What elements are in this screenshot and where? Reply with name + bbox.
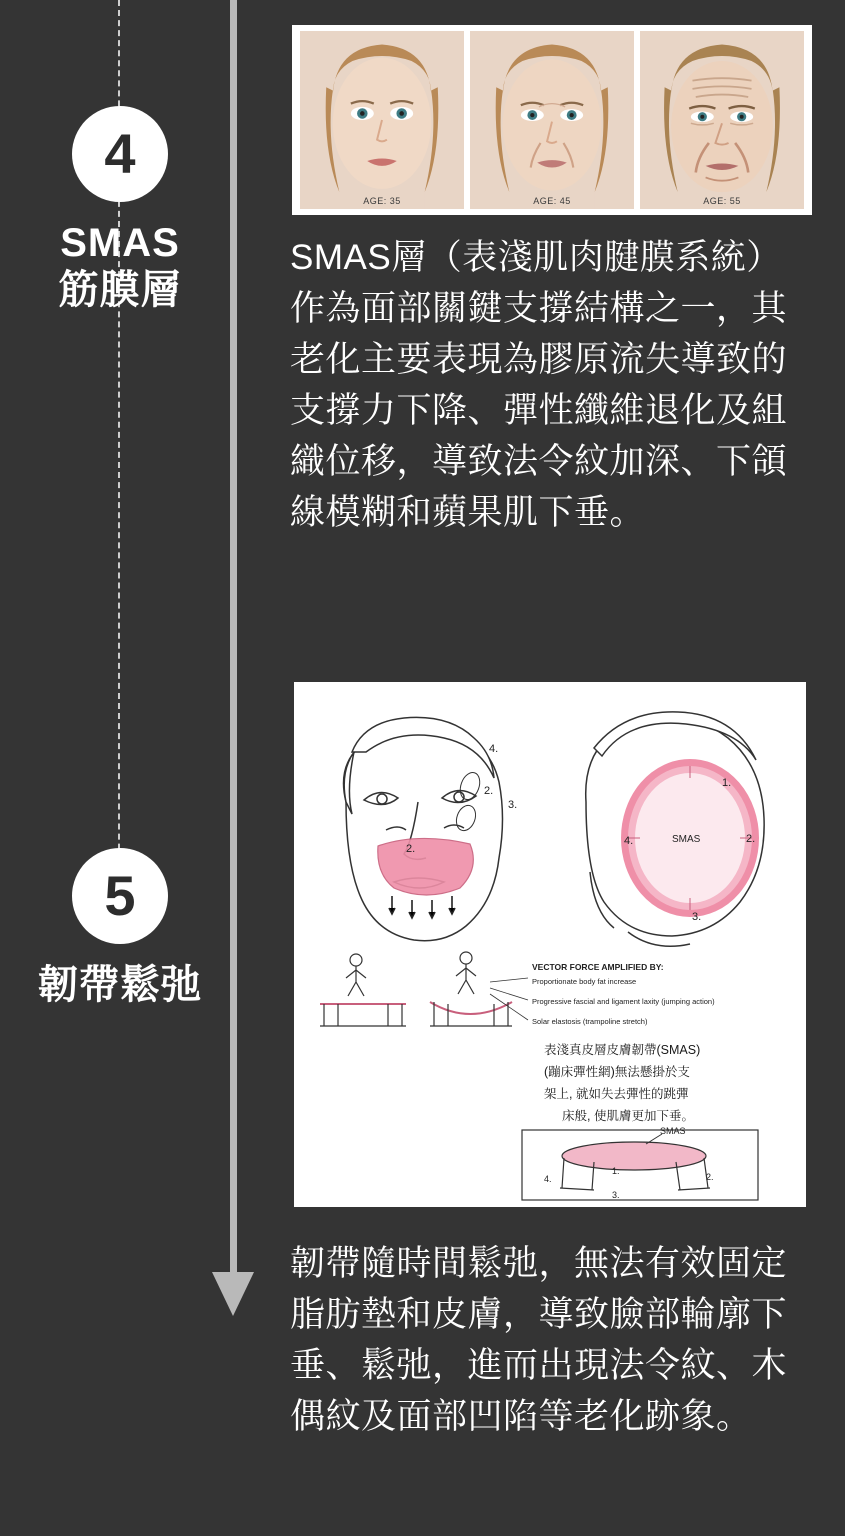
age-caption: AGE: 35 [363, 196, 401, 206]
ring-label-4: 4. [624, 835, 634, 847]
diagram-caption-line2: (蹦床彈性網)無法懸掛於支 [544, 1065, 690, 1079]
diagram-caption-line3: 架上, 就如失去彈性的跳彈 [544, 1087, 689, 1101]
diagram-label-4: 4. [489, 743, 499, 755]
ring-label-3: 3. [692, 911, 702, 923]
age-caption: AGE: 45 [533, 196, 571, 206]
face-age-55 [640, 31, 804, 209]
smas-diagram-illustration [294, 682, 806, 1207]
vector-force-line1: Proportionate body fat increase [532, 977, 637, 986]
step-5-label-line1: 韌帶鬆弛 [38, 963, 202, 1007]
trampoline-label-1: 1. [612, 1166, 620, 1176]
diagram-caption-line4: 床般, 使肌膚更加下垂。 [562, 1109, 694, 1123]
trampoline-label-3: 3. [612, 1190, 620, 1200]
step-4 [0, 106, 240, 314]
face-illustration-icon [640, 31, 804, 209]
ring-label-2: 2. [746, 833, 756, 845]
face-age-35 [300, 31, 464, 209]
timeline-arrow-head [212, 1272, 254, 1316]
trampoline-label-4: 4. [544, 1174, 552, 1184]
step-4-number: 4 [72, 106, 168, 202]
smas-ligament-diagram [294, 682, 806, 1207]
paragraph-ligament: 韌帶隨時間鬆弛，無法有效固定脂肪墊和皮膚，導致臉部輪廓下垂、鬆弛，進而出現法令紋、木偶紋及面部凹陷等老化跡象。 [290, 1244, 788, 1437]
face-illustration-icon [300, 31, 464, 209]
step-5-number: 5 [72, 848, 168, 944]
step-5-label [0, 962, 240, 1009]
trampoline-smas-label: SMAS [660, 1126, 686, 1136]
paragraph-smas: SMAS層（表淺肌肉腱膜系統）作為面部關鍵支撐結構之一，其老化主要表現為膠原流失導致的支撐力下降、彈性纖維退化及組織位移，導致法令紋加深、下頜線模糊和蘋果肌下垂。 [290, 238, 788, 533]
ring-label-1: 1. [722, 777, 732, 789]
age-caption: AGE: 55 [703, 196, 741, 206]
vector-force-line2: Progressive fascial and ligament laxity (jumping action) [532, 997, 715, 1006]
diagram-label-2: 2. [484, 785, 494, 797]
diagram-label-2b: 2. [406, 843, 416, 855]
timeline-rail [0, 0, 270, 1536]
vector-force-line3: Solar elastosis (trampoline stretch) [532, 1017, 648, 1026]
step-4-label-line2: 筋膜層 [58, 268, 182, 313]
step-4-label [0, 220, 240, 314]
vector-force-title: VECTOR FORCE AMPLIFIED BY: [532, 962, 664, 972]
aging-faces-comparison [292, 25, 812, 215]
ring-label-smas: SMAS [672, 834, 701, 845]
diagram-label-3: 3. [508, 799, 518, 811]
diagram-caption-line1: 表淺真皮層皮膚韌帶(SMAS) [544, 1043, 701, 1057]
step-4-label-line1: SMAS [60, 221, 180, 265]
face-illustration-icon [470, 31, 634, 209]
step-5 [0, 848, 240, 1009]
face-age-45 [470, 31, 634, 209]
trampoline-label-2: 2. [706, 1172, 714, 1182]
